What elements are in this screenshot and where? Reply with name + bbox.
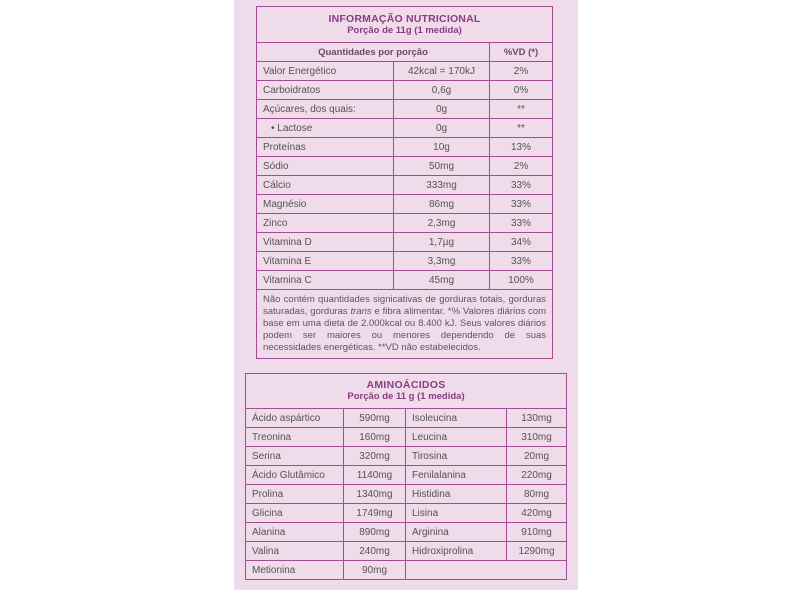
amino-value: 90mg — [344, 561, 406, 580]
nutrition-row — [257, 176, 553, 195]
nutrient-name: Zinco — [257, 214, 394, 233]
amino-value: 310mg — [507, 428, 567, 447]
amino-name: Tirosina — [406, 447, 507, 466]
amino-row — [246, 523, 567, 542]
nutrition-row — [257, 157, 553, 176]
nutrient-name: Valor Energético — [257, 62, 394, 81]
amino-serving: Porção de 11 g (1 medida) — [347, 391, 465, 402]
amino-name: Metionina — [246, 561, 344, 580]
amino-value: 1340mg — [344, 485, 406, 504]
nutrient-vd: ** — [490, 100, 553, 119]
footnote-trans: trans — [350, 306, 372, 317]
nutrient-name: Açúcares, dos quais: — [257, 100, 394, 119]
amino-title-cell — [246, 374, 567, 409]
empty-cell — [406, 561, 567, 580]
nutrient-vd: 34% — [490, 233, 553, 252]
nutrient-vd: ** — [490, 119, 553, 138]
nutrient-name: Vitamina E — [257, 252, 394, 271]
amino-value: 1749mg — [344, 504, 406, 523]
amino-row — [246, 466, 567, 485]
amino-value: 80mg — [507, 485, 567, 504]
nutrition-row — [257, 62, 553, 81]
amino-name: Ácido aspártico — [246, 409, 344, 428]
amino-row — [246, 561, 567, 580]
nutrition-row — [257, 119, 553, 138]
amino-value: 130mg — [507, 409, 567, 428]
nutrient-name: Carboidratos — [257, 81, 394, 100]
nutrient-name: Vitamina C — [257, 271, 394, 290]
amino-value: 590mg — [344, 409, 406, 428]
amino-value: 160mg — [344, 428, 406, 447]
nutrition-row — [257, 252, 553, 271]
amino-name: Lisina — [406, 504, 507, 523]
amino-value: 220mg — [507, 466, 567, 485]
amino-name: Arginina — [406, 523, 507, 542]
amino-name: Fenilalanina — [406, 466, 507, 485]
nutrition-row — [257, 271, 553, 290]
nutrition-row — [257, 214, 553, 233]
nutrient-value: 86mg — [394, 195, 490, 214]
amino-name: Glicina — [246, 504, 344, 523]
quantity-header: Quantidades por porção — [257, 43, 490, 62]
amino-name: Leucina — [406, 428, 507, 447]
amino-value: 420mg — [507, 504, 567, 523]
amino-row — [246, 447, 567, 466]
nutrition-serving: Porção de 11g (1 medida) — [347, 24, 462, 36]
nutrient-value: 0g — [394, 119, 490, 138]
amino-row — [246, 428, 567, 447]
amino-value: 320mg — [344, 447, 406, 466]
nutrient-vd: 33% — [490, 252, 553, 271]
nutrient-name: Proteínas — [257, 138, 394, 157]
footnote-text-2: e fibra alimentar. *% Valores diários com base em uma dieta de 2.000kcal ou 8.400 kJ. Seus valores diários podem ser maiores ou menores dependendo de suas necessidades energéticas. **VD não estabelecidos. — [263, 306, 547, 353]
nutrient-name: Vitamina D — [257, 233, 394, 252]
amino-row — [246, 504, 567, 523]
nutrition-footnote — [257, 290, 553, 359]
nutrient-value: 333mg — [394, 176, 490, 195]
amino-title: AMINOÁCIDOS — [366, 379, 446, 391]
nutrient-value: 1,7µg — [394, 233, 490, 252]
amino-value: 1140mg — [344, 466, 406, 485]
amino-name: Prolina — [246, 485, 344, 504]
amino-name: Alanina — [246, 523, 344, 542]
nutrient-name: Sódio — [257, 157, 394, 176]
nutrient-vd: 33% — [490, 176, 553, 195]
nutrient-value: 0,6g — [394, 81, 490, 100]
amino-name: Hidroxiprolina — [406, 542, 507, 561]
nutrient-value: 3,3mg — [394, 252, 490, 271]
amino-row — [246, 409, 567, 428]
amino-name: Treonina — [246, 428, 344, 447]
nutrient-vd: 100% — [490, 271, 553, 290]
amino-value: 910mg — [507, 523, 567, 542]
nutrient-name: Cálcio — [257, 176, 394, 195]
nutrient-vd: 2% — [490, 157, 553, 176]
amino-value: 20mg — [507, 447, 567, 466]
amino-name: Histidina — [406, 485, 507, 504]
nutrition-title: INFORMAÇÃO NUTRICIONAL — [328, 12, 481, 25]
nutrient-value: 0g — [394, 100, 490, 119]
nutrient-vd: 13% — [490, 138, 553, 157]
nutrition-row — [257, 81, 553, 100]
nutrition-row — [257, 233, 553, 252]
amino-value: 1290mg — [507, 542, 567, 561]
nutrition-row — [257, 138, 553, 157]
nutrient-value: 2,3mg — [394, 214, 490, 233]
nutrition-title-cell — [257, 7, 553, 43]
nutrient-vd: 33% — [490, 195, 553, 214]
nutrient-vd: 0% — [490, 81, 553, 100]
amino-row — [246, 485, 567, 504]
nutrient-vd: 2% — [490, 62, 553, 81]
nutrient-name: Magnésio — [257, 195, 394, 214]
nutrient-name: • Lactose — [257, 119, 394, 138]
nutrient-vd: 33% — [490, 214, 553, 233]
footnote-text-1: Não contém quantidades signicativas de gorduras totais, gorduras saturadas, gorduras — [263, 294, 547, 317]
amino-row — [246, 542, 567, 561]
nutrient-value: 10g — [394, 138, 490, 157]
amino-name: Serina — [246, 447, 344, 466]
amino-value: 890mg — [344, 523, 406, 542]
amino-value: 240mg — [344, 542, 406, 561]
vd-header: %VD (*) — [490, 43, 553, 62]
amino-acids-table — [245, 373, 567, 580]
amino-name: Isoleucina — [406, 409, 507, 428]
nutrition-facts-table — [256, 6, 553, 359]
nutrient-value: 50mg — [394, 157, 490, 176]
amino-name: Ácido Glutâmico — [246, 466, 344, 485]
nutrient-value: 45mg — [394, 271, 490, 290]
amino-name: Valina — [246, 542, 344, 561]
nutrient-value: 42kcal = 170kJ — [394, 62, 490, 81]
nutrition-row — [257, 100, 553, 119]
nutrition-row — [257, 195, 553, 214]
